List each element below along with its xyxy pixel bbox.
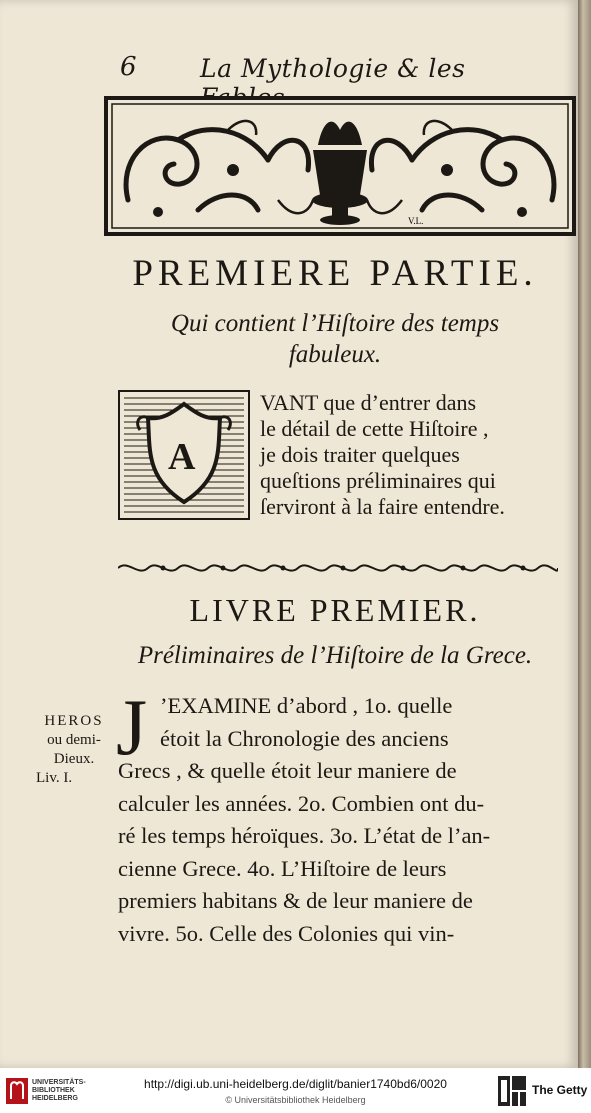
library-name-line: UNIVERSITÄTS- — [32, 1079, 86, 1086]
body-line: ’EXAMINE d’abord , 1o. quelle — [160, 693, 453, 718]
margin-note-line: Dieux. — [53, 751, 95, 767]
margin-note-line: Liv. I. — [36, 770, 73, 786]
document-url-link[interactable]: http://digi.ub.uni-heidelberg.de/diglit/banier1740bd6/0020 — [144, 1077, 447, 1091]
page-number: 6 — [120, 52, 137, 82]
partner-name[interactable]: The Getty — [532, 1083, 588, 1097]
book-subtitle: Préliminaires de l’Hiſtoire de la Grece. — [137, 642, 533, 669]
ornamental-headpiece — [104, 96, 576, 236]
body-line: vivre. 5o. Celle des Colonies qui vin- — [118, 920, 455, 946]
ornamental-divider-icon — [118, 559, 558, 577]
ornament-signature: V.L. — [408, 216, 424, 226]
running-title: La Mythologie & les — [200, 54, 466, 83]
body-line: étoit la Chronologie des anciens — [160, 725, 449, 751]
page-header — [120, 52, 510, 88]
library-name-line: BIBLIOTHEK — [32, 1087, 75, 1094]
body-line: cienne Grece. 4o. L’Hiſtoire de leurs — [118, 855, 447, 881]
part-subtitle — [100, 308, 570, 370]
intro-line: ſerviront à la faire entendre. — [260, 494, 505, 519]
body-line: Grecs , & quelle étoit leur maniere de — [118, 758, 457, 783]
intro-line: queſtions préliminaires qui — [260, 468, 496, 493]
decorated-initial — [118, 390, 250, 520]
part-subtitle-line: fabuleux. — [288, 341, 382, 368]
viewer-footer — [0, 1068, 591, 1113]
intro-line: je dois traiter quelques — [260, 442, 460, 467]
library-name-line: HEIDELBERG — [32, 1095, 78, 1102]
scroll-ornament-icon — [108, 100, 572, 232]
initial-letter: A — [168, 436, 196, 478]
part-subtitle-line: Qui contient l’Hiſtoire des temps — [170, 310, 500, 337]
copyright-notice: © Universitätsbibliothek Heidelberg — [225, 1095, 366, 1105]
body-line: calculer les années. 2o. Combien ont du- — [118, 790, 485, 816]
part-title: PREMIERE PARTIE. — [132, 253, 538, 294]
page-gutter — [578, 0, 591, 1068]
intro-line: le détail de cette Hiſtoire , — [260, 416, 489, 441]
intro-line: VANT que d’entrer dans — [260, 390, 477, 415]
getty-logo-icon[interactable] — [498, 1076, 526, 1106]
margin-note — [30, 712, 118, 788]
body-paragraph — [116, 684, 554, 950]
intro-paragraph — [260, 390, 558, 520]
book-title: LIVRE PREMIER. — [189, 592, 481, 628]
drop-cap: J — [116, 684, 148, 772]
body-line: premiers habitans & de leur maniere de — [118, 888, 473, 913]
body-line: ré les temps héroïques. 3o. L’état de l’an- — [118, 823, 491, 848]
margin-note-line: ou demi- — [47, 732, 101, 748]
margin-note-line: HEROS — [44, 713, 104, 729]
